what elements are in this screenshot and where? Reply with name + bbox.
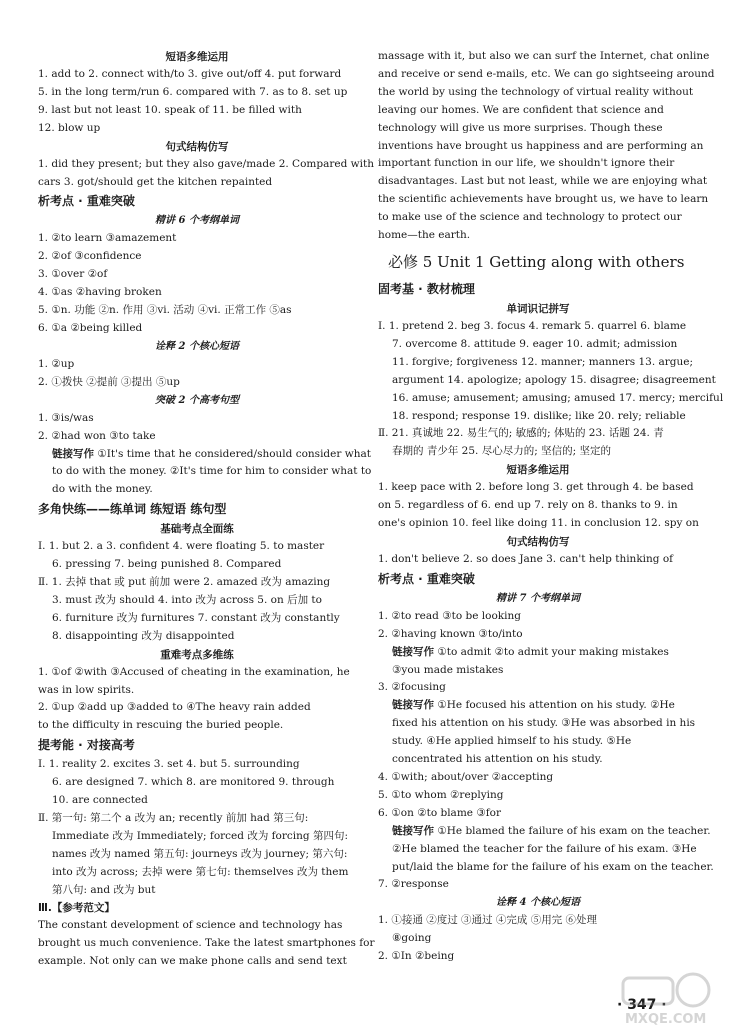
answer-line: 4. ①as ②having broken (38, 286, 162, 299)
answer-line: 5. ①to whom ②replying (378, 788, 504, 801)
answer-line: 6. ①a ②being killed (38, 321, 143, 334)
answer-line: 1. don't believe 2. so does Jane 3. can't help thinking of (378, 552, 674, 565)
answer-line: Ⅲ.【参考范文】 (38, 901, 115, 914)
answer-line: and receive or send e-mails, etc. We can go sightseeing around (378, 67, 715, 80)
answer-line: 18. respond; response 19. dislike; like 20. rely; reliable (392, 409, 686, 422)
answer-line: Ⅱ. 第一句: 第二个 a 改为 an; recently 前加 had 第三句: (38, 812, 309, 824)
answer-line: 12. blow up (38, 121, 101, 134)
answer-line: 10. are connected (52, 794, 148, 807)
section-heading: 多角快练——练单词 练短语 练句型 (38, 502, 227, 517)
answer-line: important function in our life, we shouldn't ignore their (378, 157, 675, 170)
page-number: · 347 · (617, 997, 667, 1013)
answer-line: concentrated his attention on his study. (392, 753, 603, 766)
topic-heading: 突破 2 个高考句型 (155, 394, 239, 406)
answer-line: into 改为 across; 去掉 were 第七句: themselves 改为 them (52, 865, 349, 878)
answer-line: the scientific achievements have brought us, we have to learn (378, 193, 709, 206)
answer-line: to make use of the science and technology to protect our (378, 211, 682, 224)
answer-line: 6. furniture 改为 furnitures 7. constant 改为 constantly (52, 611, 340, 624)
answer-line: Immediate 改为 Immediately; forced 改为 forcing 第四句: (52, 829, 348, 842)
answer-line: 11. forgive; forgiveness 12. manner; manners 13. argue; (392, 355, 694, 368)
subsection-heading: 重难考点多维练 (160, 648, 234, 661)
answer-line: 1. ②to learn ③amazement (38, 232, 177, 245)
answer-line: names 改为 named 第五句: journeys 改为 journey; 第六句: (52, 847, 348, 860)
answer-line: 2. ②of ③confidence (38, 250, 142, 263)
subsection-heading: 短语多维运用 (506, 464, 570, 477)
section-heading: 析考点 · 重难突破 (38, 194, 135, 209)
answer-line: Ⅱ. 1. 去掉 that 或 put 前加 were 2. amazed 改为 amazing (38, 576, 331, 589)
answer-line: 3. must 改为 should 4. into 改为 across 5. on 后加 to (52, 593, 322, 606)
answer-line: 2. ①up ②add up ③added to ④The heavy rain added (38, 701, 311, 714)
writing-link-line (378, 697, 698, 715)
answer-line: 3. ②focusing (378, 681, 446, 694)
right-column (378, 48, 724, 966)
topic-heading: 精讲 6 个考纲单词 (155, 215, 239, 227)
answer-line: 1. ①接通 ②度过 ③通过 ④完成 ⑤用完 ⑥处理 (378, 914, 598, 927)
answer-line: fixed his attention on his study. ③He was absorbed in his (392, 717, 696, 730)
answer-line: do with the money. (52, 483, 153, 496)
writing-link-line (38, 446, 371, 464)
answer-line: argument 14. apologize; apology 15. disagree; disagreement (392, 373, 716, 386)
answer-line: to do with the money. ②It's time for him to consider what to (52, 465, 372, 478)
answer-line: one's opinion 10. feel like doing 11. in conclusion 12. spy on (378, 517, 699, 530)
unit-title: 必修 5 Unit 1 Getting along with others (388, 252, 685, 271)
answer-line: 1. did they present; but they also gave/made 2. Compared with (38, 157, 374, 170)
answer-line: disadvantages. Last but not least, while we are enjoying what (378, 175, 708, 188)
answer-line: 5. ①n. 功能 ②n. 作用 ③vi. 活动 ④vi. 正常工作 ⑤as (38, 304, 292, 317)
topic-heading: 诠释 2 个核心短语 (155, 340, 239, 352)
answer-line: 3. ①over ②of (38, 268, 108, 281)
answer-line: 1. ②up (38, 357, 75, 370)
answer-line: Ⅰ. 1. but 2. a 3. confident 4. were floating 5. to master (38, 540, 325, 553)
svg-text:MXQE.COM: MXQE.COM (625, 1012, 707, 1027)
answer-line: Ⅰ. 1. pretend 2. beg 3. focus 4. remark 5. quarrel 6. blame (378, 319, 687, 332)
section-heading: 提考能 · 对接高考 (38, 738, 135, 753)
section-heading: 固考基 · 教材梳理 (378, 281, 475, 296)
writing-link-label: 链接写作 (52, 447, 94, 460)
answer-line: to the difficulty in rescuing the buried people. (38, 719, 284, 732)
answer-line: 7. overcome 8. attitude 9. eager 10. admit; admission (392, 337, 678, 350)
answer-text: ①He focused his attention on his study. ②He (434, 699, 675, 712)
answer-line: inventions have brought us happiness and are performing an (378, 139, 704, 152)
answer-line: ②He blamed the teacher for the failure of his exam. ③He (392, 842, 697, 855)
answer-line: 6. are designed 7. which 8. are monitored 9. through (52, 776, 335, 789)
answer-line: 9. last but not least 10. speak of 11. be filled with (38, 103, 302, 116)
writing-link-label: 链接写作 (392, 699, 434, 712)
answer-line: 1. keep pace with 2. before long 3. get through 4. be based (378, 481, 694, 494)
answer-line: study. ④He applied himself to his study. ⑤He (392, 735, 632, 748)
answer-text: ①to admit ②to admit your making mistakes (434, 645, 669, 658)
answer-line: home—the earth. (378, 229, 471, 242)
answer-line: brought us much convenience. Take the latest smartphones for (38, 937, 375, 950)
answer-line: 16. amuse; amusement; amusing; amused 17. mercy; merciful (392, 391, 724, 404)
answer-line: ③you made mistakes (392, 663, 504, 676)
subsection-heading: 基础考点全面练 (160, 523, 234, 536)
answer-line: The constant development of science and technology has (38, 919, 343, 932)
answer-line: 1. add to 2. connect with/to 3. give out/off 4. put forward (38, 68, 342, 80)
answer-line: 第八句: and 改为 but (52, 883, 156, 896)
answer-line: Ⅰ. 1. reality 2. excites 3. set 4. but 5. surrounding (38, 758, 300, 771)
answer-line: leaving our homes. We are confident that science and (378, 103, 664, 116)
answer-line: 5. in the long term/run 6. compared with 7. as to 8. set up (38, 85, 348, 98)
writing-link-label: 链接写作 (392, 645, 434, 658)
watermark-logo (615, 968, 735, 1028)
answer-line: 7. ②response (378, 878, 449, 891)
answer-line: Ⅱ. 21. 真诚地 22. 易生气的; 敏感的; 体贴的 23. 话题 24. 青 (378, 427, 664, 440)
topic-heading: 诠释 4 个核心短语 (496, 897, 580, 909)
answer-line: on 5. regardless of 6. end up 7. rely on 8. thanks to 9. in (378, 499, 678, 512)
left-column (38, 48, 375, 971)
subsection-heading: 句式结构仿写 (165, 140, 229, 153)
answer-line: 春期的 青少年 25. 尽心尽力的; 坚信的; 坚定的 (392, 445, 611, 458)
answer-line: 1. ②to read ③to be looking (378, 609, 521, 622)
answer-line: 2. ②having known ③to/into (378, 627, 523, 640)
answer-line: 2. ①In ②being (378, 950, 455, 963)
section-heading: 析考点 · 重难突破 (378, 571, 475, 586)
answer-line: was in low spirits. (38, 683, 135, 696)
answer-line: massage with it, but also we can surf the Internet, chat online (378, 50, 710, 62)
answer-line: the world by using the technology of virtual reality without (378, 85, 694, 98)
answer-line: 2. ②had won ③to take (38, 429, 156, 442)
subsection-heading: 单词识记拼写 (506, 302, 570, 315)
answer-line: 8. disappointing 改为 disappointed (52, 629, 235, 642)
topic-heading: 精讲 7 个考纲单词 (496, 592, 580, 604)
writing-link-line (378, 644, 698, 662)
answer-line: 4. ①with; about/over ②accepting (378, 771, 554, 783)
answer-line: 1. ①of ②with ③Accused of cheating in the examination, he (38, 665, 350, 678)
writing-link-label: 链接写作 (392, 824, 434, 837)
answer-text: ①He blamed the failure of his exam on the teacher. (434, 824, 711, 837)
answer-line: 2. ①拨快 ②提前 ③提出 ⑤up (38, 375, 180, 388)
subsection-heading: 短语多维运用 (165, 51, 229, 63)
writing-link-line (378, 823, 711, 841)
answer-text: ①It's time that he considered/should consider what (94, 447, 371, 460)
answer-line: technology will give us more surprises. Though these (378, 121, 663, 134)
answer-line: 6. ①on ②to blame ③for (378, 806, 501, 819)
answer-line: ⑧going (392, 932, 432, 945)
answer-line: 6. pressing 7. being punished 8. Compared (52, 558, 282, 571)
subsection-heading: 句式结构仿写 (506, 535, 570, 548)
answer-line: 1. ③is/was (38, 411, 94, 424)
answer-line: example. Not only can we make phone calls and send text (38, 955, 347, 968)
answer-line: put/laid the blame for the failure of his exam on the teacher. (392, 860, 714, 873)
answer-line: cars 3. got/should get the kitchen repainted (38, 175, 273, 188)
